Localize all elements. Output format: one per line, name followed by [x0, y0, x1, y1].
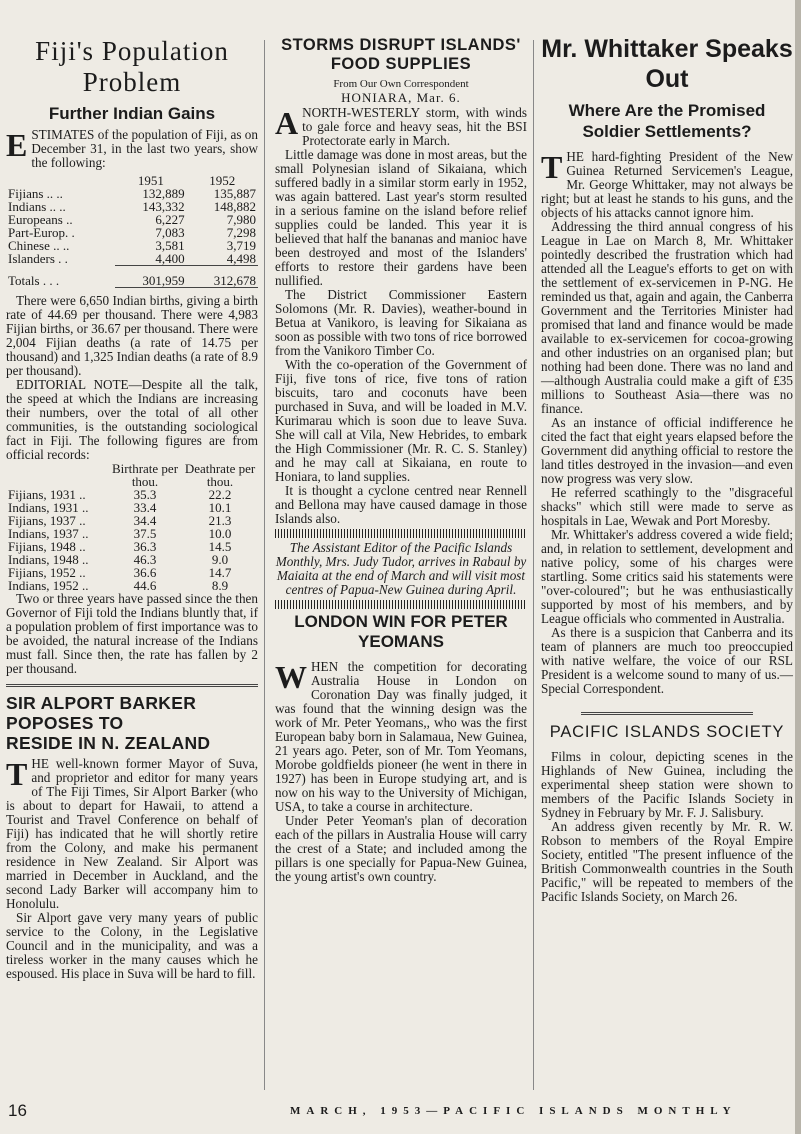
- drop-cap: T: [6, 756, 28, 792]
- london-para-1: WHEN the competition for decorating Australia House in London on Coronation Day was finally judged, it was found that the winning design was the work of Mr. Peter Yeomans,, who was the first European baby born in Salamaua, New Guinea, 21 years ago. Peter, son of Mr. Tom Yeomans, Morobe goldfields pioneer (he went in there in 1927) has been in Europe studying art, and is now on his way to the University of Michigan, USA, to take a course in architecture.: [275, 659, 527, 814]
- running-head: MARCH, 1953—PACIFIC ISLANDS MONTHLY: [290, 1105, 737, 1117]
- table-header: 1951 1952: [137, 173, 236, 188]
- storms-para-1: ANORTH-WESTERLY storm, with winds to gale force and heavy seas, hit the BSI Protectorate early in March.: [275, 105, 527, 148]
- fiji-subheadline: Further Indian Gains: [48, 104, 216, 123]
- table-row: Europeans .. 6,227 7,980: [8, 212, 256, 227]
- fiji-headline-line2: Problem: [82, 67, 182, 97]
- table-row: Indians .. .. 143,332 148,882: [8, 199, 256, 214]
- rates-table: [6, 462, 258, 592]
- barker-para-2: Sir Alport gave very many years of public service to the Colony, in the Legislative Council and in the municipality, and was a tireless worker in the many causes which he espoused. His place in Suva will be hard to fill.: [6, 910, 258, 981]
- fiji-headline-line1: Fiji's Population: [35, 36, 229, 66]
- whittaker-para-4: He referred scathingly to the "disgraceful shacks" which still were made to serve as hospitals in Lae, Wewak and Port Moresby.: [541, 485, 793, 528]
- drop-cap: E: [6, 127, 28, 163]
- storms-dateline: HONIARA, Mar. 6.: [341, 90, 461, 105]
- society-para-2: An address given recently by Mr. R. W. Robson to members of the Royal Empire Society, entitled "The present influence of the British Commonwealth countries in the South Pacific," will be repeated to members of the Pacific Islands Society, on March 26.: [541, 819, 793, 904]
- table-row: Chinese .. .. 3,581 3,719: [8, 238, 256, 253]
- drop-cap: T: [541, 149, 563, 185]
- column-1: [6, 0, 258, 981]
- whittaker-para-3: As an instance of official indifference he cited the fact that eight years elapsed before the Government did anything official to restore the land titles destroyed in the invasion—and even now progress was very slow.: [541, 415, 793, 486]
- table-row: Fijians, 1952 .. 36.6 14.7: [8, 565, 232, 580]
- fiji-para-3: Two or three years have passed since the then Governor of Fiji told the Indians bluntly that, if a population problem of first importance was to be avoided, the natural increase of the Indians must fall. Since then, the rate has fallen by 2 per thousand.: [6, 591, 258, 676]
- storms-para-2: Little damage was done in most areas, but the small Polynesian island of Sikaiana, which suffered badly in a similar storm early in 1952, was again battered. Last year's storm resulted in a serious famine on the island before relief supplies could be landed. This year it is believed that half the bananas and manioc have been destroyed and most of the Islanders' efforts to restore their gardens have been nullified.: [275, 147, 527, 288]
- storms-headline: STORMS DISRUPT ISLANDS' FOOD SUPPLIES: [281, 36, 521, 73]
- london-para-2: Under Peter Yeoman's plan of decoration each of the pillars in Australia House will carry the crest of a State; and included among the pillars is one specially for Papua-New Guinea, the young artist's own country.: [275, 813, 527, 884]
- london-headline: LONDON WIN FOR PETER YEOMANS: [294, 612, 508, 651]
- storms-para-3: The District Commissioner Eastern Solomons (Mr. R. Davies), weather-bound in Betua at Vanikoro, is leaving for Sikaiana as soon as possible with two tons of rice borrowed from the Vanikoro Timber Co.: [275, 287, 527, 358]
- table-row: Fijians, 1948 .. 36.3 14.5: [8, 539, 232, 554]
- society-para-1: Films in colour, depicting scenes in the Highlands of New Guinea, including the experimental sheep station were shown to members of the Pacific Islands Society in Sydney in February by Mr. F. J. Salisbury.: [541, 749, 793, 820]
- whittaker-para-2: Addressing the third annual congress of his League in Lae on March 8, Mr. Whittaker pointedly described the frustration which had attended all the League's efforts to get on with the settlement of ex-servicemen in P-NG. He reminded us that, again and again, the Canberra Government and the Territories Minister had promised that land and finance would be made available to ex-servicemen for cocoa-growing and other industries on an organised plan; but nothing had been done. There was no land and—although Australia could make a gift of £35 millions to Southeast Asia—there was no finance.: [541, 219, 793, 416]
- whittaker-para-6: As there is a suspicion that Canberra and its team of planners are much too preoccupied with native welfare, the voice of our RSL President is a welcome sound to many of us.—Special Correspondent.: [541, 625, 793, 696]
- column-rule: [264, 40, 265, 1090]
- barker-headline: SIR ALPORT BARKER POPOSES TO RESIDE IN N. ZEALAND: [6, 693, 211, 753]
- population-table: [6, 174, 258, 288]
- table-row: Islanders . . 4,400 4,498: [8, 251, 256, 266]
- page-number: 16: [8, 1101, 27, 1120]
- drop-cap: W: [275, 659, 307, 695]
- table-total-row: Totals . . . 301,959 312,678: [6, 266, 258, 288]
- table-row: Indians, 1952 .. 44.6 8.9: [8, 578, 229, 593]
- fiji-para-2: EDITORIAL NOTE—Despite all the talk, the speed at which the Indians are increasing their numbers, over the total of all other communities, is the outstanding sociological fact in Fiji. The following figures are from official records:: [6, 377, 258, 462]
- editor-notice: The Assistant Editor of the Pacific Islands Monthly, Mrs. Judy Tudor, arrives in Rabaul by Maiaita at the end of March and will visit most centres of Papua-New Guinea during April.: [275, 540, 527, 597]
- column-2: [275, 0, 527, 884]
- whittaker-subheadline: Where Are the Promised Soldier Settlements?: [568, 101, 766, 141]
- column-rule: [533, 40, 534, 1090]
- table-row: Indians, 1937 .. 37.5 10.0: [8, 526, 232, 541]
- whittaker-para-1: THE hard-fighting President of the New Guinea Returned Servicemen's League, Mr. George Whittaker, may not always be right; but at least he stands to his guns, and the objects of his attacks cannot ignore him.: [541, 149, 793, 220]
- table-row: Fijians, 1931 .. 35.3 22.2: [8, 487, 232, 502]
- decorative-stripe: [275, 529, 527, 538]
- page-footer: [0, 1101, 801, 1125]
- table-row: Part-Europ. . 7,083 7,298: [8, 225, 256, 240]
- table-row: Fijians .. .. 132,889 135,887: [8, 186, 256, 201]
- decorative-stripe: [275, 600, 527, 609]
- page-edge: [795, 0, 801, 1134]
- fiji-headline: [6, 36, 258, 98]
- storms-para-4: With the co-operation of the Government of Fiji, five tons of rice, five tons of ration biscuits, taro and coconuts have been purchased in Suva, and will be loaded in M.V. Kurimarau which is soon due to leave Suva. She will call at Vila, New Hebrides, to embark the High Commissioner (Mr. R. C. S. Stanley) and he may call at Sikaiana, en route to Honiara, to land supplies.: [275, 357, 527, 484]
- section-divider: [6, 684, 258, 687]
- barker-para-1: THE well-known former Mayor of Suva, and proprietor and editor for many years of The Fiji Times, Sir Alport Barker (who is about to depart for Hawaii, to attend a Tourist and Travel Conference on behalf of Fiji) has indicated that he will shortly retire from the Colony, and make his permanent residence in New Zealand. Sir Alport was married in December in Auckland, and the second Lady Barker will accompany him to Honolulu.: [6, 756, 258, 911]
- table-row: Indians, 1948 .. 46.3 9.0: [8, 552, 229, 567]
- storms-byline: From Our Own Correspondent: [333, 78, 469, 90]
- whittaker-para-5: Mr. Whittaker's address covered a wide field; and, in relation to settlement, development and native policy, some of his charges were startling. Some critics said his statements were "over-coloured"; but he was enthusiastically supported by most of his members, and by League officials who commented in Australia.: [541, 527, 793, 626]
- storms-para-5: It is thought a cyclone centred near Rennell and Bellona may have caused damage in those Islands also.: [275, 483, 527, 526]
- society-headline: PACIFIC ISLANDS SOCIETY: [549, 723, 785, 741]
- whittaker-headline: Mr. Whittaker Speaks Out: [541, 35, 793, 93]
- table-header: Birthrate per thou. Deathrate per thou.: [111, 461, 256, 489]
- fiji-intro: ESTIMATES of the population of Fiji, as on December 31, in the last two years, show the following:: [6, 127, 258, 170]
- fiji-para-1: There were 6,650 Indian births, giving a birth rate of 44.69 per thousand. There were 4,983 Fijian births, or 36.67 per thousand. There were 2,004 Fijian deaths (a rate of 14.75 per thousand) and 1,325 Indian deaths (a rate of 8.9 per thousand).: [6, 293, 258, 378]
- table-row: Fijians, 1937 .. 34.4 21.3: [8, 513, 232, 528]
- column-3: [541, 0, 793, 904]
- table-row: Indians, 1931 .. 33.4 10.1: [8, 500, 232, 515]
- section-divider: [581, 712, 753, 715]
- drop-cap: A: [275, 105, 299, 141]
